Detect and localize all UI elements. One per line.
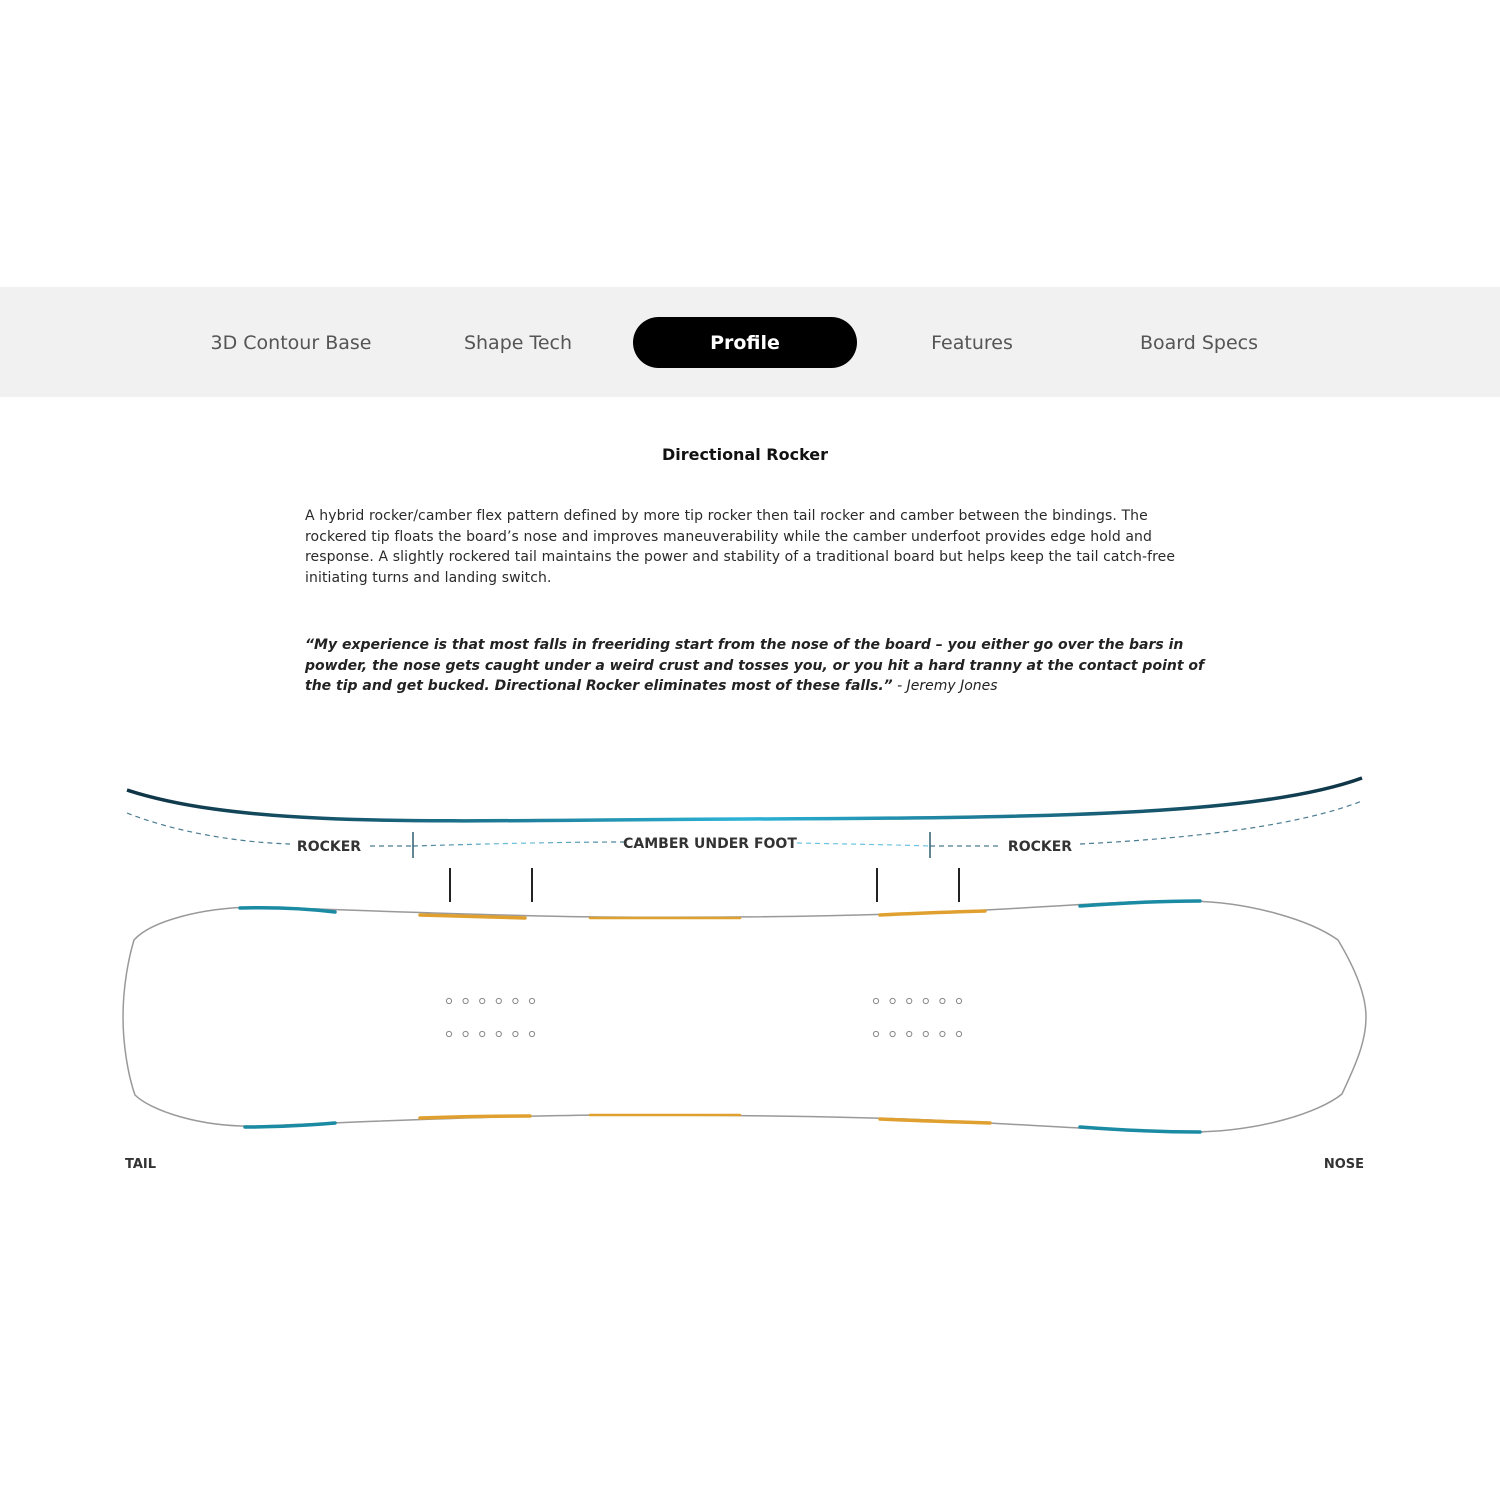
quote-author: - Jeremy Jones — [892, 678, 998, 694]
quote-text: “My experience is that most falls in freeriding start from the nose of the board – you either go over the bars in powder, the nose gets caught under a weird crust and tosses you, or you hit a hard tranny at the contact point of the tip and get bucked. Directional Rocker eliminates most of these falls.” — [305, 637, 1205, 694]
section-description: A hybrid rocker/camber flex pattern defined by more tip rocker then tail rocker and camber between the bindings. The rockered tip floats the board’s nose and improves maneuverability while the camber underfoot provides edge hold and response. A slightly rockered tail maintains the power and stability of a traditional board but helps keep the tail catch-free initiating turns and landing switch. — [305, 508, 1176, 586]
tab-shape-tech[interactable]: Shape Tech — [463, 331, 573, 354]
tab-3d-contour-base[interactable]: 3D Contour Base — [210, 331, 372, 354]
tab-features[interactable]: Features — [931, 331, 1013, 354]
camber-zone-line-left — [413, 842, 625, 846]
tab-profile[interactable]: Profile — [633, 317, 857, 368]
profile-diagram — [0, 760, 1500, 1200]
camber-zone-line-right — [797, 843, 930, 846]
rocker-nose-dashed-line — [1080, 801, 1362, 844]
tail-label: TAIL — [125, 1157, 157, 1172]
camber-label: CAMBER UNDER FOOT — [623, 836, 797, 852]
profile-curve — [127, 778, 1362, 821]
section-title: Directional Rocker — [661, 445, 829, 464]
rocker-tail-label: ROCKER — [296, 839, 362, 855]
board-outline — [123, 901, 1366, 1132]
rocker-nose-label: ROCKER — [1007, 839, 1073, 855]
camber-edge-bottom-left — [420, 1116, 530, 1118]
nose-label: NOSE — [1323, 1157, 1364, 1172]
tab-board-specs[interactable]: Board Specs — [1139, 331, 1259, 354]
rider-quote — [305, 635, 1205, 697]
tab-bar — [0, 287, 1500, 397]
rocker-tail-dashed-line — [127, 813, 290, 844]
